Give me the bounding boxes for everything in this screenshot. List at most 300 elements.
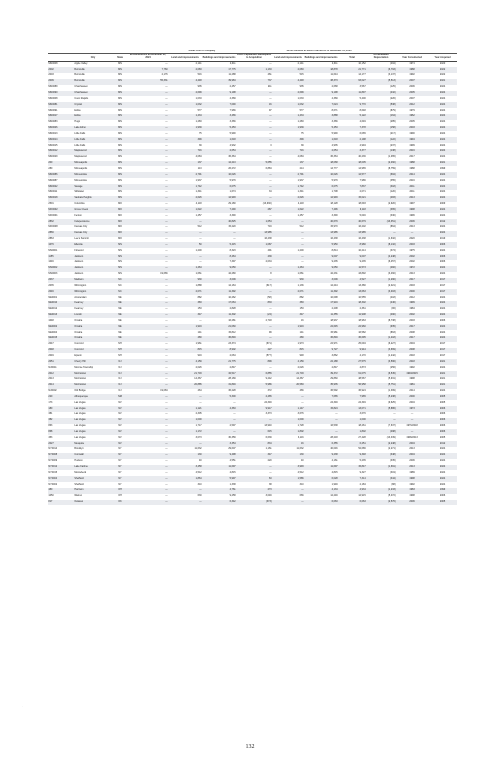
cell-property-id: MO0001	[48, 213, 58, 217]
cell-buildings-gross: 5,979	[331, 178, 338, 182]
cell-buildings-gross: 11,697	[304, 465, 338, 471]
cell-accumulated-depreciation: (330)	[390, 213, 396, 217]
cell-buildings-gross: 29,860	[330, 377, 338, 381]
cell-state: MN	[118, 73, 122, 77]
cell-year-constructed: 2013	[409, 272, 415, 276]
cell-city: Harrison	[74, 488, 112, 494]
cell-city: Lake Katrine	[74, 465, 112, 471]
col-header-land-initial: Land and improvements	[168, 54, 202, 61]
cell-encumbrances: —	[128, 266, 168, 272]
cell-property-id: 1050	[48, 494, 54, 498]
cell-city: Concord	[74, 342, 84, 346]
cell-land-gross: 815	[272, 348, 304, 354]
cell-total: 2,184	[359, 482, 366, 486]
cell-year-acquired: 2024	[428, 114, 457, 120]
cell-buildings-gross: 22,645	[304, 324, 338, 330]
cell-year-acquired: 2006	[428, 406, 457, 412]
cell-accumulated-depreciation: (1,290)	[366, 278, 396, 284]
cell-year-constructed: 2007	[409, 96, 415, 100]
cell-year-acquired: 2021	[428, 383, 457, 389]
cell-land-gross: 480	[272, 336, 304, 342]
cell-year-acquired: 1999	[439, 166, 446, 170]
cell-state: MN	[118, 96, 122, 100]
cell-encumbrances: —	[128, 289, 168, 295]
cell-total: 9,348	[338, 453, 366, 459]
cell-costs-capitalized: 6,639	[265, 435, 272, 439]
cell-land-initial: 4,118	[195, 202, 202, 206]
cell-total: 3,676	[359, 412, 366, 416]
cell-accumulated-depreciation: (8,759)	[388, 166, 396, 170]
cell-costs-capitalized: 38	[268, 482, 272, 486]
cell-city: Wilmington	[74, 283, 87, 287]
cell-year-acquired: 2006	[428, 418, 457, 424]
cell-state: NY	[118, 482, 122, 486]
cell-total: 7,314	[338, 476, 366, 482]
col-header-accumulated-depreciation: Accumulated Depreciation	[366, 54, 396, 61]
cell-year-constructed: 2004	[396, 453, 428, 459]
cell-state: NH	[118, 342, 122, 346]
cell-total: 4,649	[359, 120, 366, 124]
cell-costs-capitalized: —	[269, 131, 272, 135]
cell-land-initial: 882	[197, 295, 202, 299]
cell-encumbrances: —	[165, 318, 168, 322]
cell-costs-capitalized: 220	[267, 459, 272, 463]
cell-buildings-gross: 24,349	[330, 400, 338, 404]
cell-city: Old Bridge	[74, 389, 86, 393]
cell-land-gross: 3,993	[272, 465, 304, 471]
cell-total: 3,567	[359, 85, 366, 89]
cell-buildings-gross: 15,824	[304, 406, 338, 412]
cell-city: Lake Elmo	[74, 126, 112, 132]
cell-buildings-gross: 38,373	[304, 79, 338, 85]
cell-year-constructed: 1994	[396, 137, 428, 143]
cell-city: Las Vegas	[74, 424, 86, 428]
cell-land-initial: 1,283	[195, 120, 202, 124]
cell-accumulated-depreciation: (483)	[366, 196, 396, 202]
cell-year-acquired: 2024	[439, 155, 446, 159]
cell-state: MN	[112, 172, 128, 178]
cell-buildings-initial: 12,213	[202, 161, 236, 167]
cell-buildings-initial: 8,323	[229, 248, 236, 252]
cell-state: NY	[118, 459, 122, 463]
cell-year-constructed: 2008	[396, 348, 428, 354]
cell-land-initial: 1,434	[168, 114, 202, 120]
cell-land-initial: —	[168, 254, 202, 260]
cell-year-constructed: 2011	[396, 184, 428, 190]
cell-total: 18,693	[358, 202, 366, 206]
cell-year-constructed: 1993/2015	[396, 371, 428, 377]
cell-property-id: 1048	[48, 318, 54, 322]
cell-costs-capitalized: 1,161	[265, 447, 272, 451]
cell-city: Little Falls	[74, 143, 86, 147]
cell-land-gross: 1,200	[297, 248, 304, 252]
cell-total: 40,679	[338, 219, 366, 225]
cell-land-initial: 383	[168, 301, 202, 307]
cell-property-id: NY0009	[48, 459, 58, 463]
cell-city: Omaha	[74, 336, 112, 342]
cell-year-acquired: 2012	[428, 441, 457, 447]
cell-encumbrances: —	[165, 96, 168, 100]
cell-buildings-gross: 36,364	[330, 155, 338, 159]
cell-buildings-gross: 9,007	[304, 254, 338, 260]
cell-total: 5,235	[359, 459, 366, 463]
cell-property-id: 381	[48, 412, 53, 416]
cell-city: Columbia	[74, 202, 85, 206]
cell-land-initial: 1,937	[195, 178, 202, 182]
cell-land-gross: 39	[300, 143, 304, 147]
cell-year-acquired: 2006	[439, 318, 446, 322]
cell-city: Savage	[74, 184, 112, 190]
cell-encumbrances: —	[165, 459, 168, 463]
cell-land-gross: 1,622	[272, 207, 304, 213]
cell-land-gross: —	[301, 400, 304, 404]
cell-land-gross: 716	[272, 149, 304, 155]
cell-state: OH	[112, 488, 128, 494]
cell-costs-capitalized: —	[236, 465, 272, 471]
cell-city: Omaha	[74, 324, 112, 330]
cell-year-acquired: 1999	[428, 488, 457, 494]
cell-year-constructed: 2007	[396, 79, 428, 85]
cell-city: Cornwall	[74, 453, 112, 459]
cell-land-gross: 14,367	[296, 377, 304, 381]
cell-accumulated-depreciation: (88)	[391, 482, 396, 486]
cell-land-gross: —	[301, 237, 304, 241]
cell-city: Minneapolis	[74, 161, 112, 167]
cell-property-id: MN0012	[48, 149, 74, 155]
cell-encumbrances: —	[165, 307, 168, 311]
cell-buildings-initial: 3,354	[202, 441, 236, 447]
cell-buildings-initial: 5,415	[202, 242, 236, 248]
cell-year-constructed: 2006	[409, 85, 415, 89]
cell-year-constructed: 1999/2013	[406, 435, 418, 439]
cell-city: Montebeck	[74, 470, 87, 474]
cell-total: 9,770	[338, 102, 366, 108]
cell-encumbrances: —	[128, 114, 168, 120]
cell-year-acquired: 2006	[439, 424, 446, 428]
cell-land-gross: 2,791	[272, 172, 304, 178]
cell-year-constructed: 1983	[396, 488, 428, 494]
cell-costs-capitalized: (617)	[266, 283, 272, 287]
cell-total: 9,235	[359, 260, 366, 264]
cell-city: Crystal	[74, 102, 112, 108]
cell-year-acquired: 2017	[428, 289, 457, 295]
cell-city: Monroe Township	[74, 365, 94, 369]
cell-state: NJ	[118, 365, 122, 369]
cell-year-constructed: 2002	[396, 313, 428, 319]
cell-encumbrances: —	[128, 359, 168, 365]
cell-buildings-gross: 2,668	[331, 85, 338, 89]
cell-city: Las Vegas	[74, 435, 86, 439]
cell-property-id: MN0022	[48, 184, 74, 190]
cell-city: Hugo	[74, 120, 81, 124]
cell-state: NV	[118, 424, 122, 428]
cell-accumulated-depreciation: (3,137)	[388, 73, 396, 77]
cell-property-id: MN0017	[48, 114, 74, 120]
cell-year-acquired: 2019	[439, 237, 446, 241]
cell-costs-capitalized: 13,940	[264, 424, 272, 428]
cell-buildings-initial: 11,697	[202, 465, 236, 471]
cell-year-constructed: 2014	[396, 172, 428, 178]
cell-property-id: 2047	[48, 342, 54, 346]
cell-state: MO	[118, 237, 122, 241]
cell-land-initial: 1,888	[195, 283, 202, 287]
cell-state: NE	[118, 307, 122, 311]
cell-state: NH	[112, 348, 128, 354]
cell-year-constructed: 1999	[409, 143, 415, 147]
cell-buildings-initial: 4,369	[229, 96, 236, 100]
cell-buildings-gross: —	[335, 412, 338, 416]
cell-accumulated-depreciation: (494)	[390, 62, 396, 66]
cell-city: Minnetonka	[74, 172, 112, 178]
cell-land-initial: 630	[197, 494, 202, 498]
cell-land-gross: 2,026	[297, 365, 304, 369]
cell-encumbrances: —	[165, 482, 168, 486]
cell-year-constructed: 2018	[396, 359, 428, 365]
cell-property-id: 868	[48, 429, 74, 435]
cell-land-initial: 130	[168, 453, 202, 459]
cell-city: Jackson	[74, 266, 112, 272]
cell-encumbrances: —	[128, 465, 168, 471]
cell-total: 10,152	[358, 62, 366, 66]
cell-year-acquired: 2006	[428, 254, 457, 260]
cell-year-constructed: 2006	[409, 459, 415, 463]
cell-encumbrances: —	[165, 365, 168, 369]
cell-accumulated-depreciation: (6,545)	[366, 371, 396, 377]
cell-property-id: NE0013	[48, 313, 74, 319]
cell-accumulated-depreciation: (138)	[366, 149, 396, 155]
cell-accumulated-depreciation: (694)	[366, 172, 396, 178]
cell-year-constructed: 2003	[409, 283, 415, 287]
cell-city: Edina	[74, 108, 81, 112]
cell-year-constructed: 2013	[396, 465, 428, 471]
cell-land-gross: 399	[272, 137, 304, 143]
cell-year-constructed: 2004	[409, 400, 415, 404]
cell-total: 18,005	[338, 161, 366, 167]
cell-costs-capitalized: 1,087	[236, 242, 272, 248]
cell-accumulated-depreciation: (2,576)	[366, 500, 396, 506]
cell-encumbrances: —	[165, 260, 168, 264]
cell-city: Lincoln	[74, 313, 112, 319]
cell-buildings-initial: 4,761	[202, 488, 236, 494]
cell-buildings-gross: —	[304, 429, 338, 435]
cell-city: Lee's Summit	[74, 237, 89, 241]
cell-buildings-gross: 3,888	[304, 114, 338, 120]
cell-state: NE	[118, 295, 122, 299]
cell-state: NV	[112, 441, 128, 447]
cell-buildings-gross: 3,366	[331, 120, 338, 124]
cell-accumulated-depreciation: (1,242)	[388, 353, 396, 357]
cell-buildings-gross: 22,188	[304, 359, 338, 365]
cell-city: Coon Rapids	[74, 96, 89, 100]
cell-city: Jackson	[74, 260, 84, 264]
cell-buildings-gross: 18,068	[304, 161, 338, 167]
cell-buildings-initial: 8,464	[202, 254, 236, 260]
cell-encumbrances: —	[128, 301, 168, 307]
cell-land-gross: 1,147	[272, 406, 304, 412]
cell-total: 36,924	[358, 389, 366, 393]
cell-total: 5,400	[359, 96, 366, 100]
cell-accumulated-depreciation: —	[366, 231, 396, 237]
cell-property-id: 382	[48, 418, 74, 424]
cell-costs-capitalized: 6,884	[265, 166, 272, 170]
cell-year-acquired: 2024	[428, 465, 457, 471]
cell-total: 18,302	[338, 301, 366, 307]
cell-costs-capitalized: —	[269, 96, 272, 100]
cell-accumulated-depreciation: (7,637)	[388, 424, 396, 428]
gross-amount-group-header: Gross Amount at Which Carried As of December 31, 2024	[272, 50, 366, 54]
cell-year-acquired: 2024	[439, 482, 446, 486]
cell-encumbrances: —	[128, 231, 168, 237]
cell-costs-capitalized: 34	[268, 190, 272, 194]
cell-state: NJ	[112, 359, 128, 365]
cell-encumbrances: —	[128, 488, 168, 494]
cell-buildings-gross: 1,708	[331, 190, 338, 194]
cell-total: 2,361	[359, 307, 366, 311]
cell-costs-capitalized: 99	[268, 330, 272, 334]
cell-year-acquired: 2024	[428, 301, 457, 307]
cell-buildings-initial: 4,611	[229, 62, 236, 66]
cell-state: NC	[112, 289, 128, 295]
cell-land-initial: 21,703	[168, 371, 202, 377]
cell-buildings-initial: 36,364	[228, 155, 236, 159]
cell-costs-capitalized: 97	[268, 108, 272, 112]
cell-costs-capitalized: —	[236, 114, 272, 120]
cell-property-id: NY0014	[48, 447, 58, 451]
cell-year-acquired: 2024	[439, 447, 446, 451]
cell-property-id: MO0008	[48, 225, 58, 229]
cell-accumulated-depreciation: (6,227)	[388, 342, 396, 346]
cell-total: 10,214	[358, 248, 366, 252]
cell-land-gross: 930	[272, 278, 304, 284]
cell-year-constructed: 2004	[396, 441, 428, 447]
cell-encumbrances: —	[128, 242, 168, 248]
cell-accumulated-depreciation: (1,691)	[366, 465, 396, 471]
cell-year-constructed: 2017	[396, 324, 428, 330]
cell-state: NV	[118, 412, 122, 416]
cell-buildings-gross: 18,878	[304, 67, 338, 73]
cell-land-gross: 11,632	[296, 447, 304, 451]
cell-year-constructed: 2003	[396, 126, 428, 132]
cell-costs-capitalized: 13,985	[236, 231, 272, 237]
cell-total: 11,908	[338, 313, 366, 319]
cell-accumulated-depreciation: (1,065)	[388, 155, 396, 159]
cell-total: 7,378	[338, 126, 366, 132]
cell-buildings-initial: 15,220	[228, 225, 236, 229]
cell-buildings-gross: 42,231	[330, 272, 338, 276]
cell-buildings-initial: 21,775	[202, 359, 236, 365]
cell-buildings-gross: 4,935	[331, 143, 338, 147]
cell-land-initial: 1,457	[195, 213, 202, 217]
cell-land-initial: 2,141	[195, 62, 202, 66]
cell-costs-capitalized: 9,242	[265, 377, 272, 381]
cell-buildings-gross: 11,644	[330, 73, 338, 77]
cell-total: 9,007	[338, 254, 366, 260]
cell-costs-capitalized: —	[269, 178, 272, 182]
cell-year-acquired: 2024	[439, 131, 446, 135]
cell-buildings-initial: —	[233, 237, 236, 241]
cell-year-constructed: 2005	[409, 120, 415, 124]
cell-encumbrances: —	[128, 371, 168, 377]
cell-encumbrances: —	[165, 155, 168, 159]
cell-year-acquired: 2024	[428, 196, 457, 202]
cell-total: 36,695	[338, 336, 366, 342]
cell-total: 4,994	[359, 143, 366, 147]
cell-costs-capitalized: 899	[236, 359, 272, 365]
cell-land-gross: 1,939	[272, 126, 304, 132]
cell-costs-capitalized: 2,034	[265, 260, 272, 264]
cell-total: 25,094	[358, 342, 366, 346]
cell-year-constructed: 2013	[409, 447, 415, 451]
cell-buildings-initial: 4,815	[229, 470, 236, 474]
cell-year-acquired: 2024	[439, 120, 446, 124]
cell-land-initial: 2,026	[195, 365, 202, 369]
cell-buildings-gross: 16,538	[330, 424, 338, 428]
cell-city: Sheffield	[74, 482, 84, 486]
cell-buildings-gross: 7,496	[304, 207, 338, 213]
cell-state: NM	[112, 394, 128, 400]
cell-land-initial: 1,172	[168, 429, 202, 435]
cell-encumbrances: —	[128, 394, 168, 400]
cell-costs-capitalized: —	[236, 149, 272, 155]
cell-land-initial: 2,626	[168, 196, 202, 202]
cell-accumulated-depreciation: (5,513)	[366, 79, 396, 85]
cell-year-constructed: 2000	[396, 289, 428, 295]
cell-costs-capitalized: —	[269, 120, 272, 124]
cell-year-constructed: 2017	[396, 336, 428, 342]
cell-buildings-initial: —	[202, 429, 236, 435]
cell-year-acquired: 2024	[428, 231, 457, 237]
cell-buildings-gross: 10,098	[330, 295, 338, 299]
cell-land-gross: —	[272, 231, 304, 237]
cell-year-acquired: 2012	[428, 219, 457, 225]
cell-property-id: 200	[48, 161, 74, 167]
cell-state: MO	[118, 202, 122, 206]
cell-accumulated-depreciation: (490)	[366, 313, 396, 319]
cell-encumbrances: —	[128, 476, 168, 482]
cell-year-acquired: 2017	[439, 342, 446, 346]
cell-accumulated-depreciation: (3,596)	[366, 359, 396, 365]
cell-buildings-initial: 36,849	[202, 336, 236, 342]
cell-accumulated-depreciation: (5,238)	[366, 394, 396, 400]
cell-encumbrances: —	[165, 283, 168, 287]
cell-city: Epsom	[74, 353, 82, 357]
cell-year-constructed: 1990	[409, 131, 415, 135]
cell-land-gross: 2,141	[297, 62, 304, 66]
cell-encumbrances: —	[165, 131, 168, 135]
cell-encumbrances: —	[128, 126, 168, 132]
cell-property-id: 453	[48, 435, 53, 439]
cell-buildings-initial: 2,064	[229, 353, 236, 357]
cell-accumulated-depreciation: (2,271)	[388, 447, 396, 451]
cell-state: MN	[112, 79, 128, 85]
cell-total: 7,837	[338, 184, 366, 190]
cell-encumbrances: —	[165, 400, 168, 404]
real-estate-schedule-table	[48, 50, 457, 505]
cell-costs-capitalized: —	[236, 289, 272, 295]
cell-year-acquired: 2024	[439, 365, 446, 369]
cell-year-constructed: 1981	[396, 383, 428, 389]
cell-buildings-initial: 7,966	[229, 108, 236, 112]
cell-land-gross: 515	[299, 73, 304, 77]
cell-buildings-initial: 11,288	[228, 73, 236, 77]
cell-encumbrances: —	[128, 207, 168, 213]
cell-year-constructed: 2018	[409, 353, 415, 357]
cell-land-initial: 2,305	[195, 412, 202, 416]
cell-state: MN	[118, 108, 122, 112]
cell-costs-capitalized: —	[236, 278, 272, 284]
cell-land-initial: 815	[168, 348, 202, 354]
cell-state: NC	[112, 278, 128, 284]
